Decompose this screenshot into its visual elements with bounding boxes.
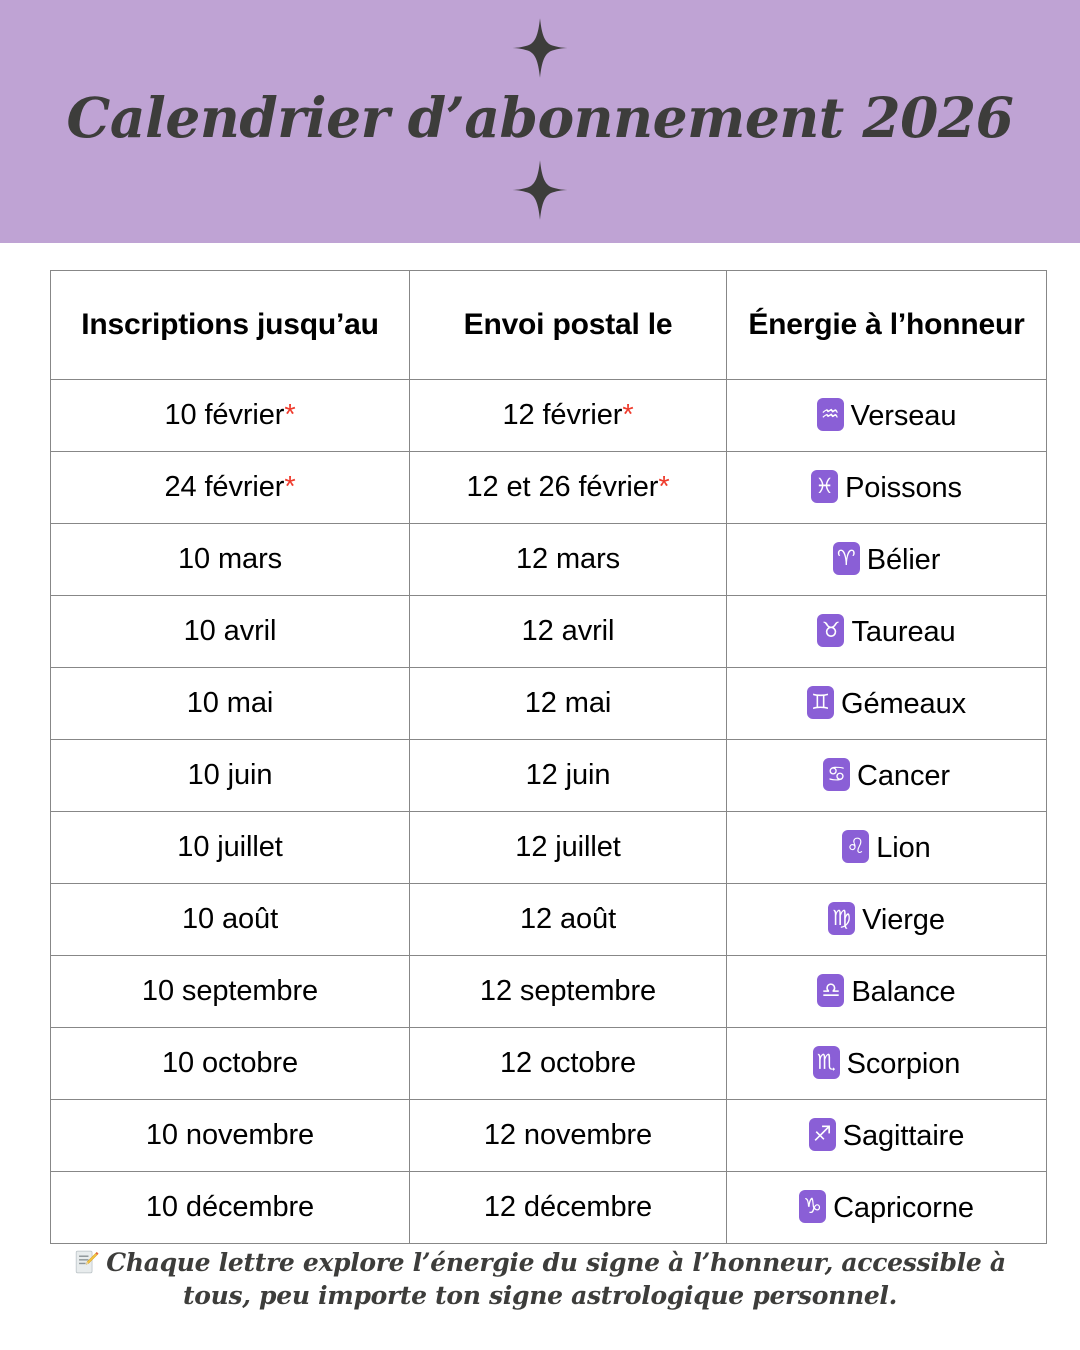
cell-envoi-date [410, 740, 727, 812]
table-body [51, 380, 1047, 1244]
envoi-date-text: 12 avril [521, 615, 615, 647]
envoi-date-text: 12 octobre [499, 1047, 637, 1079]
aquarius-icon: ♒ [817, 398, 844, 431]
inscription-date-text: 10 novembre [145, 1119, 315, 1151]
cancer-icon: ♋ [823, 758, 850, 791]
cell-zodiac-sign [727, 524, 1047, 596]
sparkle-icon [509, 17, 571, 79]
asterisk-marker: * [658, 471, 670, 503]
zodiac-sign-label: Taureau [851, 616, 956, 648]
inscription-date-text: 10 mars [177, 543, 283, 575]
zodiac-sign-label: Balance [851, 976, 956, 1008]
cell-inscription-date [51, 1100, 410, 1172]
taurus-icon: ♉ [817, 614, 844, 647]
inscription-date-text: 10 octobre [161, 1047, 299, 1079]
cell-envoi-date [410, 596, 727, 668]
table-row [51, 1100, 1047, 1172]
asterisk-marker: * [284, 399, 296, 431]
aries-icon: ♈ [833, 542, 860, 575]
cell-zodiac-sign [727, 1100, 1047, 1172]
column-header-envoi: Envoi postal le [410, 271, 727, 380]
footnote-text: Chaque lettre explore l’énergie du signe à l’honneur, accessible à tous, peu importe ton signe astrologique personnel. [106, 1248, 1006, 1310]
libra-icon: ♎ [817, 974, 844, 1007]
cell-inscription-date [51, 668, 410, 740]
cell-zodiac-sign [727, 452, 1047, 524]
cell-zodiac-sign [727, 956, 1047, 1028]
table-row [51, 1028, 1047, 1100]
cell-zodiac-sign [727, 380, 1047, 452]
cell-envoi-date [410, 1172, 727, 1244]
virgo-icon: ♍ [828, 902, 855, 935]
envoi-date-text: 12 juillet [515, 831, 621, 863]
zodiac-sign-label: Cancer [857, 760, 950, 792]
subscription-calendar-table [50, 270, 1047, 1244]
cell-envoi-date [410, 812, 727, 884]
cell-envoi-date [410, 524, 727, 596]
inscription-date-text: 10 février [164, 399, 285, 431]
column-header-inscriptions: Inscriptions jusqu’au [51, 271, 410, 380]
inscription-date-text: 10 août [181, 903, 279, 935]
table-row [51, 452, 1047, 524]
cell-inscription-date [51, 1172, 410, 1244]
table-row [51, 956, 1047, 1028]
page-title: Calendrier d’abonnement 2026 [66, 85, 1014, 150]
capricorn-icon: ♑ [799, 1190, 826, 1223]
table-row [51, 380, 1047, 452]
inscription-date-text: 10 décembre [145, 1191, 315, 1223]
cell-envoi-date [410, 884, 727, 956]
cell-envoi-date [410, 1028, 727, 1100]
leo-icon: ♌ [842, 830, 869, 863]
cell-zodiac-sign [727, 740, 1047, 812]
envoi-date-text: 12 et 26 février [466, 471, 659, 503]
cell-envoi-date [410, 956, 727, 1028]
inscription-date-text: 10 juillet [177, 831, 283, 863]
pisces-icon: ♓ [811, 470, 838, 503]
cell-envoi-date [410, 380, 727, 452]
cell-zodiac-sign [727, 668, 1047, 740]
zodiac-sign-label: Poissons [845, 472, 962, 504]
cell-inscription-date [51, 524, 410, 596]
zodiac-sign-label: Capricorne [833, 1192, 974, 1224]
zodiac-sign-label: Lion [876, 832, 931, 864]
envoi-date-text: 12 août [519, 903, 617, 935]
cell-zodiac-sign [727, 1172, 1047, 1244]
column-header-energie: Énergie à l’honneur [727, 271, 1047, 380]
sagittarius-icon: ♐ [809, 1118, 836, 1151]
cell-inscription-date [51, 1028, 410, 1100]
table-row [51, 812, 1047, 884]
table-header-row [51, 271, 1047, 380]
cell-inscription-date [51, 956, 410, 1028]
inscription-date-text: 24 février [164, 471, 285, 503]
asterisk-marker: * [284, 471, 296, 503]
gemini-icon: ♊ [807, 686, 834, 719]
cell-inscription-date [51, 380, 410, 452]
envoi-date-text: 12 février [502, 399, 623, 431]
envoi-date-text: 12 mai [524, 687, 612, 719]
cell-envoi-date [410, 1100, 727, 1172]
inscription-date-text: 10 avril [183, 615, 277, 647]
memo-icon [74, 1248, 100, 1276]
zodiac-sign-label: Bélier [866, 544, 941, 576]
zodiac-sign-label: Sagittaire [842, 1120, 965, 1152]
table-header [51, 271, 1047, 380]
inscription-date-text: 10 mai [186, 687, 274, 719]
envoi-date-text: 12 décembre [483, 1191, 653, 1223]
cell-inscription-date [51, 812, 410, 884]
zodiac-sign-label: Verseau [850, 400, 957, 432]
table-row [51, 884, 1047, 956]
cell-envoi-date [410, 452, 727, 524]
table-row [51, 740, 1047, 812]
table-row [51, 1172, 1047, 1244]
envoi-date-text: 12 septembre [479, 975, 657, 1007]
envoi-date-text: 12 mars [515, 543, 621, 575]
table-row [51, 524, 1047, 596]
cell-zodiac-sign [727, 884, 1047, 956]
cell-inscription-date [51, 884, 410, 956]
cell-zodiac-sign [727, 1028, 1047, 1100]
envoi-date-text: 12 juin [525, 759, 611, 791]
cell-inscription-date [51, 740, 410, 812]
calendar-table-container [50, 270, 1046, 1244]
inscription-date-text: 10 septembre [141, 975, 319, 1007]
zodiac-sign-label: Vierge [862, 904, 945, 936]
cell-inscription-date [51, 452, 410, 524]
envoi-date-text: 12 novembre [483, 1119, 653, 1151]
zodiac-sign-label: Scorpion [846, 1048, 961, 1080]
table-row [51, 596, 1047, 668]
scorpio-icon: ♏ [813, 1046, 840, 1079]
cell-inscription-date [51, 596, 410, 668]
footnote [48, 1247, 1032, 1312]
inscription-date-text: 10 juin [187, 759, 273, 791]
header-banner [0, 0, 1080, 243]
cell-zodiac-sign [727, 812, 1047, 884]
sparkle-icon [509, 159, 571, 221]
cell-zodiac-sign [727, 596, 1047, 668]
cell-envoi-date [410, 668, 727, 740]
table-row [51, 668, 1047, 740]
zodiac-sign-label: Gémeaux [840, 688, 967, 720]
asterisk-marker: * [622, 399, 634, 431]
